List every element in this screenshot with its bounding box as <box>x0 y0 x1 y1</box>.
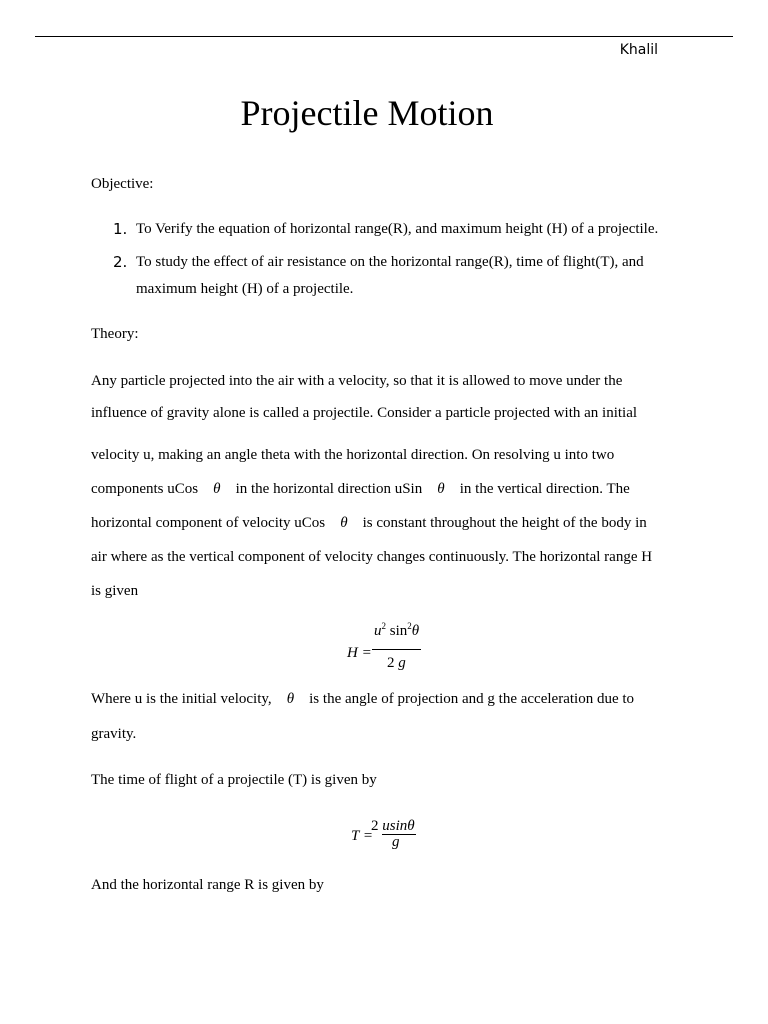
text-segment: in the horizontal direction uSin <box>235 481 423 497</box>
fraction-bar <box>372 649 421 650</box>
text-segment: in the vertical direction. The <box>459 481 630 497</box>
theory-para-2-line-5: is given <box>91 583 139 599</box>
theory-para-3-line-1 <box>91 691 634 708</box>
eq-exponent: 2 <box>407 621 412 631</box>
theory-para-1-line-1: Any particle projected into the air with a velocity, so that it is allowed to move under the <box>91 373 623 389</box>
theta-symbol: θ <box>437 481 445 497</box>
eq-num-usin: usinθ <box>382 818 415 834</box>
header-author: Khalil <box>619 42 658 58</box>
text-segment: Where u is the initial velocity, <box>91 691 272 707</box>
eq-den-2: 2 <box>387 655 395 671</box>
theory-heading: Theory: <box>91 326 139 342</box>
list-item-2-line-2: maximum height (H) of a projectile. <box>136 281 354 297</box>
equation-lhs <box>351 828 373 845</box>
theta-symbol: θ <box>286 691 295 707</box>
text-segment: horizontal component of velocity uCos <box>91 515 326 531</box>
list-number-2: 2. <box>113 253 128 271</box>
eq-den-g: g <box>392 834 400 850</box>
theory-para-2-line-1: velocity u, making an angle theta with the horizontal direction. On resolving u into two <box>91 447 615 463</box>
eq-exponent: 2 <box>381 621 386 631</box>
theory-para-3-line-2: gravity. <box>91 726 137 742</box>
eq-lhs-text: T = <box>351 828 373 844</box>
theory-para-5: And the horizontal range R is given by <box>91 877 324 893</box>
list-item-2-line-1: To study the effect of air resistance on the horizontal range(R), time of flight(T), and <box>136 254 644 270</box>
theta-symbol: θ <box>340 515 348 531</box>
equation-denominator <box>392 834 400 851</box>
text-segment: is constant throughout the height of the body in <box>362 515 647 531</box>
eq-num-2: 2 <box>371 818 379 834</box>
header-rule <box>35 36 733 37</box>
page-title: Projectile Motion <box>240 93 494 133</box>
theory-para-2-line-3 <box>91 515 647 532</box>
text-segment: is the angle of projection and g the acceleration due to <box>309 691 635 707</box>
eq-den-g: g <box>398 655 406 671</box>
theory-para-1-line-2: influence of gravity alone is called a projectile. Consider a particle projected with an initial <box>91 405 638 421</box>
theta-symbol: θ <box>213 481 221 497</box>
equation-numerator <box>371 818 415 835</box>
list-item-1: To Verify the equation of horizontal range(R), and maximum height (H) of a projectile. <box>136 221 659 237</box>
theory-para-2-line-4: air where as the vertical component of velocity changes continuously. The horizontal range H <box>91 549 653 565</box>
text-segment: components uCos <box>91 481 199 497</box>
list-number-1: 1. <box>113 220 128 238</box>
equation-lhs <box>347 645 372 662</box>
theory-para-4: The time of flight of a projectile (T) is given by <box>91 772 377 788</box>
eq-theta: θ <box>411 623 420 639</box>
theory-para-2-line-2 <box>91 481 630 498</box>
eq-sin: sin <box>389 623 408 639</box>
equation-numerator <box>374 621 419 640</box>
eq-lhs-text: H = <box>347 645 372 661</box>
objective-heading: Objective: <box>91 176 154 192</box>
eq-var-u: u <box>374 623 382 639</box>
equation-denominator <box>387 655 406 672</box>
